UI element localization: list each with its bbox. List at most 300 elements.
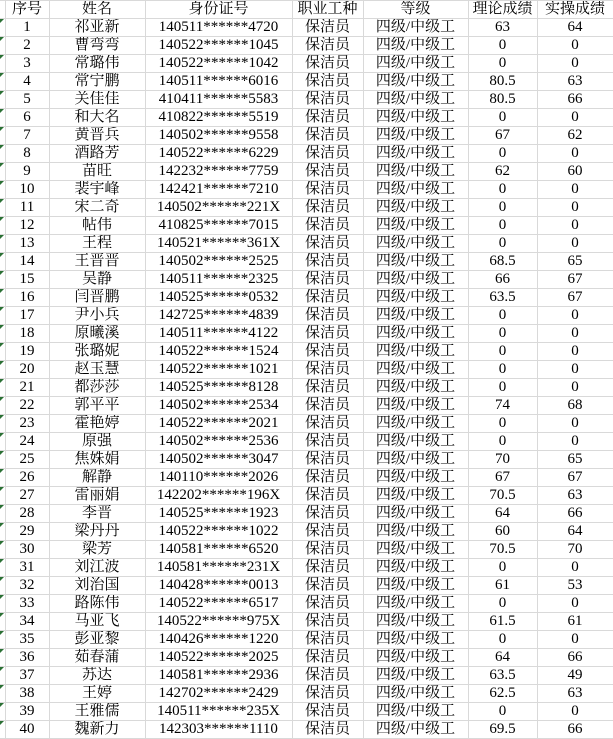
header-cell-name[interactable]: 姓名	[49, 1, 145, 19]
cell-occupation[interactable]: 保洁员	[292, 307, 363, 325]
cell-practical-score[interactable]: 64	[537, 523, 613, 541]
cell-occupation[interactable]: 保洁员	[292, 505, 363, 523]
cell-id-number[interactable]: 140581******6520	[145, 541, 292, 559]
cell-name[interactable]: 梁丹丹	[49, 523, 145, 541]
cell-occupation[interactable]: 保洁员	[292, 217, 363, 235]
cell-serial[interactable]: 31	[5, 559, 49, 577]
cell-theory-score[interactable]: 62.5	[468, 685, 537, 703]
cell-level[interactable]: 四级/中级工	[363, 577, 468, 595]
cell-name[interactable]: 祁亚新	[49, 19, 145, 37]
cell-name[interactable]: 刘治国	[49, 577, 145, 595]
cell-level[interactable]: 四级/中级工	[363, 37, 468, 55]
cell-id-number[interactable]: 140511******235X	[145, 703, 292, 721]
cell-serial[interactable]: 39	[5, 703, 49, 721]
cell-name[interactable]: 原强	[49, 433, 145, 451]
cell-theory-score[interactable]: 68.5	[468, 253, 537, 271]
cell-name[interactable]: 王晋晋	[49, 253, 145, 271]
cell-practical-score[interactable]: 63	[537, 73, 613, 91]
cell-theory-score[interactable]: 62	[468, 163, 537, 181]
cell-name[interactable]: 吴静	[49, 271, 145, 289]
cell-occupation[interactable]: 保洁员	[292, 577, 363, 595]
error-indicator-icon	[0, 109, 4, 113]
cell-serial[interactable]: 8	[5, 145, 49, 163]
cell-id-number[interactable]: 140502******9558	[145, 127, 292, 145]
cell-level[interactable]: 四级/中级工	[363, 379, 468, 397]
cell-occupation[interactable]: 保洁员	[292, 91, 363, 109]
cell-occupation[interactable]: 保洁员	[292, 253, 363, 271]
error-indicator-icon	[0, 613, 4, 617]
cell-name[interactable]: 刘江波	[49, 559, 145, 577]
cell-practical-score[interactable]: 62	[537, 127, 613, 145]
cell-name[interactable]: 霍艳婷	[49, 415, 145, 433]
cell-serial[interactable]: 37	[5, 667, 49, 685]
cell-theory-score[interactable]: 66	[468, 271, 537, 289]
cell-id-number[interactable]: 140511******4720	[145, 19, 292, 37]
cell-id-number[interactable]: 140522******1524	[145, 343, 292, 361]
cell-name[interactable]: 魏新力	[49, 721, 145, 739]
cell-name[interactable]: 王程	[49, 235, 145, 253]
cell-theory-score[interactable]: 74	[468, 397, 537, 415]
cell-serial[interactable]: 2	[5, 37, 49, 55]
cell-name[interactable]: 张璐妮	[49, 343, 145, 361]
cell-level[interactable]: 四级/中级工	[363, 613, 468, 631]
cell-level[interactable]: 四级/中级工	[363, 415, 468, 433]
cell-name[interactable]: 焦姝娟	[49, 451, 145, 469]
cell-theory-score[interactable]: 0	[468, 415, 537, 433]
cell-name[interactable]: 解静	[49, 469, 145, 487]
cell-level[interactable]: 四级/中级工	[363, 325, 468, 343]
cell-id-number[interactable]: 140502******3047	[145, 451, 292, 469]
cell-id-number[interactable]: 140428******0013	[145, 577, 292, 595]
cell-name[interactable]: 酒路芳	[49, 145, 145, 163]
cell-name[interactable]: 黄晋兵	[49, 127, 145, 145]
table-row	[0, 235, 613, 253]
cell-serial[interactable]: 6	[5, 109, 49, 127]
cell-id-number[interactable]: 140522******1042	[145, 55, 292, 73]
cell-level[interactable]: 四级/中级工	[363, 217, 468, 235]
cell-theory-score[interactable]: 0	[468, 235, 537, 253]
cell-serial[interactable]: 21	[5, 379, 49, 397]
cell-practical-score[interactable]: 67	[537, 289, 613, 307]
cell-practical-score[interactable]: 66	[537, 721, 613, 739]
cell-theory-score[interactable]: 60	[468, 523, 537, 541]
cell-level[interactable]: 四级/中级工	[363, 271, 468, 289]
cell-serial[interactable]: 7	[5, 127, 49, 145]
cell-level[interactable]: 四级/中级工	[363, 541, 468, 559]
cell-serial[interactable]: 14	[5, 253, 49, 271]
cell-occupation[interactable]: 保洁员	[292, 703, 363, 721]
cell-level[interactable]: 四级/中级工	[363, 145, 468, 163]
cell-name[interactable]: 帖伟	[49, 217, 145, 235]
cell-practical-score[interactable]: 0	[537, 307, 613, 325]
cell-theory-score[interactable]: 0	[468, 361, 537, 379]
cell-theory-score[interactable]: 63.5	[468, 667, 537, 685]
cell-level[interactable]: 四级/中级工	[363, 451, 468, 469]
cell-practical-score[interactable]: 0	[537, 559, 613, 577]
error-indicator-icon	[0, 541, 4, 545]
cell-name[interactable]: 常宁鹏	[49, 73, 145, 91]
cell-level[interactable]: 四级/中级工	[363, 523, 468, 541]
cell-practical-score[interactable]: 66	[537, 91, 613, 109]
cell-occupation[interactable]: 保洁员	[292, 631, 363, 649]
table-row	[0, 631, 613, 649]
cell-practical-score[interactable]: 68	[537, 397, 613, 415]
cell-name[interactable]: 雷丽娟	[49, 487, 145, 505]
cell-id-number[interactable]: 140522******975X	[145, 613, 292, 631]
cell-practical-score[interactable]: 70	[537, 541, 613, 559]
cell-id-number[interactable]: 140511******2325	[145, 271, 292, 289]
cell-practical-score[interactable]: 63	[537, 487, 613, 505]
cell-id-number[interactable]: 140581******2936	[145, 667, 292, 685]
cell-id-number[interactable]: 140521******361X	[145, 235, 292, 253]
cell-serial[interactable]: 25	[5, 451, 49, 469]
cell-theory-score[interactable]: 0	[468, 559, 537, 577]
table-row	[0, 37, 613, 55]
cell-occupation[interactable]: 保洁员	[292, 685, 363, 703]
cell-serial[interactable]: 23	[5, 415, 49, 433]
cell-name[interactable]: 赵玉慧	[49, 361, 145, 379]
cell-occupation[interactable]: 保洁员	[292, 37, 363, 55]
cell-practical-score[interactable]: 0	[537, 109, 613, 127]
cell-practical-score[interactable]: 61	[537, 613, 613, 631]
cell-occupation[interactable]: 保洁员	[292, 595, 363, 613]
cell-occupation[interactable]: 保洁员	[292, 325, 363, 343]
cell-level[interactable]: 四级/中级工	[363, 253, 468, 271]
cell-theory-score[interactable]: 70.5	[468, 541, 537, 559]
cell-name[interactable]: 王雅儒	[49, 703, 145, 721]
cell-theory-score[interactable]: 0	[468, 595, 537, 613]
cell-serial[interactable]: 1	[5, 19, 49, 37]
cell-serial[interactable]: 17	[5, 307, 49, 325]
cell-name[interactable]: 马亚飞	[49, 613, 145, 631]
cell-id-number[interactable]: 140522******1021	[145, 361, 292, 379]
cell-practical-score[interactable]: 65	[537, 253, 613, 271]
cell-practical-score[interactable]: 0	[537, 37, 613, 55]
cell-id-number[interactable]: 142202******196X	[145, 487, 292, 505]
cell-id-number[interactable]: 410825******7015	[145, 217, 292, 235]
cell-theory-score[interactable]: 0	[468, 343, 537, 361]
cell-level[interactable]: 四级/中级工	[363, 307, 468, 325]
cell-occupation[interactable]: 保洁员	[292, 397, 363, 415]
cell-practical-score[interactable]: 0	[537, 433, 613, 451]
cell-serial[interactable]: 16	[5, 289, 49, 307]
cell-practical-score[interactable]: 0	[537, 361, 613, 379]
cell-occupation[interactable]: 保洁员	[292, 127, 363, 145]
cell-name[interactable]: 常璐伟	[49, 55, 145, 73]
cell-serial[interactable]: 15	[5, 271, 49, 289]
cell-id-number[interactable]: 140511******4122	[145, 325, 292, 343]
cell-level[interactable]: 四级/中级工	[363, 181, 468, 199]
cell-id-number[interactable]: 142232******7759	[145, 163, 292, 181]
cell-occupation[interactable]: 保洁员	[292, 289, 363, 307]
cell-theory-score[interactable]: 0	[468, 145, 537, 163]
cell-theory-score[interactable]: 0	[468, 37, 537, 55]
cell-name[interactable]: 苗旺	[49, 163, 145, 181]
cell-serial[interactable]: 27	[5, 487, 49, 505]
cell-serial[interactable]: 28	[5, 505, 49, 523]
cell-id-number[interactable]: 140511******6016	[145, 73, 292, 91]
cell-theory-score[interactable]: 0	[468, 307, 537, 325]
cell-level[interactable]: 四级/中级工	[363, 361, 468, 379]
table-row	[0, 379, 613, 397]
cell-occupation[interactable]: 保洁员	[292, 523, 363, 541]
cell-level[interactable]: 四级/中级工	[363, 73, 468, 91]
error-indicator-icon	[0, 523, 4, 527]
cell-occupation[interactable]: 保洁员	[292, 271, 363, 289]
cell-level[interactable]: 四级/中级工	[363, 91, 468, 109]
cell-occupation[interactable]: 保洁员	[292, 451, 363, 469]
cell-serial[interactable]: 3	[5, 55, 49, 73]
cell-name[interactable]: 都莎莎	[49, 379, 145, 397]
cell-level[interactable]: 四级/中级工	[363, 559, 468, 577]
cell-id-number[interactable]: 140502******2536	[145, 433, 292, 451]
cell-practical-score[interactable]: 63	[537, 685, 613, 703]
cell-level[interactable]: 四级/中级工	[363, 55, 468, 73]
cell-theory-score[interactable]: 69.5	[468, 721, 537, 739]
cell-name[interactable]: 宋二奇	[49, 199, 145, 217]
cell-level[interactable]: 四级/中级工	[363, 343, 468, 361]
cell-occupation[interactable]: 保洁员	[292, 343, 363, 361]
cell-id-number[interactable]: 140525******1923	[145, 505, 292, 523]
cell-id-number[interactable]: 140522******6517	[145, 595, 292, 613]
cell-theory-score[interactable]: 64	[468, 505, 537, 523]
cell-serial[interactable]: 35	[5, 631, 49, 649]
error-indicator-icon	[0, 379, 4, 383]
cell-level[interactable]: 四级/中级工	[363, 289, 468, 307]
cell-practical-score[interactable]: 0	[537, 217, 613, 235]
cell-practical-score[interactable]: 0	[537, 595, 613, 613]
cell-occupation[interactable]: 保洁员	[292, 379, 363, 397]
cell-theory-score[interactable]: 64	[468, 649, 537, 667]
cell-practical-score[interactable]: 67	[537, 271, 613, 289]
cell-level[interactable]: 四级/中级工	[363, 487, 468, 505]
cell-level[interactable]: 四级/中级工	[363, 235, 468, 253]
cell-id-number[interactable]: 140110******2026	[145, 469, 292, 487]
cell-theory-score[interactable]: 61.5	[468, 613, 537, 631]
cell-level[interactable]: 四级/中级工	[363, 109, 468, 127]
cell-id-number[interactable]: 142421******7210	[145, 181, 292, 199]
cell-level[interactable]: 四级/中级工	[363, 685, 468, 703]
cell-id-number[interactable]: 140525******0532	[145, 289, 292, 307]
cell-serial[interactable]: 9	[5, 163, 49, 181]
cell-serial[interactable]: 12	[5, 217, 49, 235]
cell-practical-score[interactable]: 64	[537, 19, 613, 37]
cell-serial[interactable]: 38	[5, 685, 49, 703]
cell-practical-score[interactable]: 0	[537, 55, 613, 73]
cell-level[interactable]: 四级/中级工	[363, 469, 468, 487]
cell-level[interactable]: 四级/中级工	[363, 127, 468, 145]
cell-theory-score[interactable]: 70	[468, 451, 537, 469]
cell-practical-score[interactable]: 0	[537, 235, 613, 253]
cell-occupation[interactable]: 保洁员	[292, 163, 363, 181]
cell-theory-score[interactable]: 0	[468, 379, 537, 397]
cell-id-number[interactable]: 140522******2021	[145, 415, 292, 433]
cell-practical-score[interactable]: 0	[537, 379, 613, 397]
header-cell-id-number[interactable]: 身份证号	[145, 1, 292, 19]
cell-serial[interactable]: 30	[5, 541, 49, 559]
cell-practical-score[interactable]: 0	[537, 325, 613, 343]
cell-theory-score[interactable]: 0	[468, 325, 537, 343]
cell-level[interactable]: 四级/中级工	[363, 505, 468, 523]
table-row	[0, 595, 613, 613]
cell-theory-score[interactable]: 0	[468, 433, 537, 451]
cell-practical-score[interactable]: 65	[537, 451, 613, 469]
cell-theory-score[interactable]: 0	[468, 109, 537, 127]
cell-practical-score[interactable]: 0	[537, 343, 613, 361]
cell-serial[interactable]: 5	[5, 91, 49, 109]
cell-name[interactable]: 关佳佳	[49, 91, 145, 109]
cell-theory-score[interactable]: 80.5	[468, 91, 537, 109]
cell-theory-score[interactable]: 0	[468, 703, 537, 721]
cell-name[interactable]: 原曦溪	[49, 325, 145, 343]
cell-theory-score[interactable]: 67	[468, 469, 537, 487]
cell-name[interactable]: 王婷	[49, 685, 145, 703]
cell-occupation[interactable]: 保洁员	[292, 199, 363, 217]
cell-level[interactable]: 四级/中级工	[363, 631, 468, 649]
error-indicator-icon	[0, 685, 4, 689]
cell-level[interactable]: 四级/中级工	[363, 703, 468, 721]
cell-level[interactable]: 四级/中级工	[363, 667, 468, 685]
header-cell-occupation[interactable]: 职业工种	[292, 1, 363, 19]
cell-theory-score[interactable]: 63	[468, 19, 537, 37]
cell-occupation[interactable]: 保洁员	[292, 235, 363, 253]
header-cell-level[interactable]: 等级	[363, 1, 468, 19]
cell-id-number[interactable]: 142725******4839	[145, 307, 292, 325]
cell-occupation[interactable]: 保洁员	[292, 487, 363, 505]
cell-occupation[interactable]: 保洁员	[292, 73, 363, 91]
cell-name[interactable]: 彭亚黎	[49, 631, 145, 649]
cell-theory-score[interactable]: 63.5	[468, 289, 537, 307]
cell-level[interactable]: 四级/中级工	[363, 163, 468, 181]
cell-id-number[interactable]: 410822******5519	[145, 109, 292, 127]
cell-id-number[interactable]: 140522******1022	[145, 523, 292, 541]
cell-occupation[interactable]: 保洁员	[292, 541, 363, 559]
cell-occupation[interactable]: 保洁员	[292, 415, 363, 433]
cell-serial[interactable]: 36	[5, 649, 49, 667]
cell-id-number[interactable]: 140522******6229	[145, 145, 292, 163]
cell-occupation[interactable]: 保洁员	[292, 361, 363, 379]
cell-occupation[interactable]: 保洁员	[292, 55, 363, 73]
cell-name[interactable]: 尹小兵	[49, 307, 145, 325]
cell-level[interactable]: 四级/中级工	[363, 397, 468, 415]
cell-id-number[interactable]: 140522******1045	[145, 37, 292, 55]
cell-level[interactable]: 四级/中级工	[363, 19, 468, 37]
cell-practical-score[interactable]: 67	[537, 469, 613, 487]
cell-serial[interactable]: 13	[5, 235, 49, 253]
cell-serial[interactable]: 24	[5, 433, 49, 451]
cell-theory-score[interactable]: 80.5	[468, 73, 537, 91]
cell-theory-score[interactable]: 61	[468, 577, 537, 595]
cell-serial[interactable]: 33	[5, 595, 49, 613]
cell-serial[interactable]: 11	[5, 199, 49, 217]
cell-id-number[interactable]: 140502******221X	[145, 199, 292, 217]
cell-serial[interactable]: 22	[5, 397, 49, 415]
cell-serial[interactable]: 26	[5, 469, 49, 487]
cell-serial[interactable]: 4	[5, 73, 49, 91]
cell-practical-score[interactable]: 0	[537, 199, 613, 217]
cell-theory-score[interactable]: 0	[468, 217, 537, 235]
cell-practical-score[interactable]: 49	[537, 667, 613, 685]
cell-level[interactable]: 四级/中级工	[363, 595, 468, 613]
cell-name[interactable]: 裴宇峰	[49, 181, 145, 199]
cell-level[interactable]: 四级/中级工	[363, 433, 468, 451]
cell-occupation[interactable]: 保洁员	[292, 469, 363, 487]
cell-name[interactable]: 茹春蒲	[49, 649, 145, 667]
header-cell-theory-score[interactable]: 理论成绩	[468, 1, 537, 19]
cell-practical-score[interactable]: 0	[537, 415, 613, 433]
cell-theory-score[interactable]: 0	[468, 181, 537, 199]
cell-name[interactable]: 曹弯弯	[49, 37, 145, 55]
cell-practical-score[interactable]: 0	[537, 703, 613, 721]
cell-name[interactable]: 梁芳	[49, 541, 145, 559]
cell-occupation[interactable]: 保洁员	[292, 19, 363, 37]
cell-level[interactable]: 四级/中级工	[363, 649, 468, 667]
cell-serial[interactable]: 29	[5, 523, 49, 541]
cell-occupation[interactable]: 保洁员	[292, 667, 363, 685]
cell-practical-score[interactable]: 0	[537, 631, 613, 649]
cell-theory-score[interactable]: 0	[468, 631, 537, 649]
cell-occupation[interactable]: 保洁员	[292, 181, 363, 199]
cell-id-number[interactable]: 142303******1110	[145, 721, 292, 739]
cell-theory-score[interactable]: 67	[468, 127, 537, 145]
cell-occupation[interactable]: 保洁员	[292, 109, 363, 127]
cell-level[interactable]: 四级/中级工	[363, 721, 468, 739]
cell-theory-score[interactable]: 0	[468, 55, 537, 73]
error-indicator-icon	[0, 451, 4, 455]
cell-serial[interactable]: 18	[5, 325, 49, 343]
cell-name[interactable]: 李晋	[49, 505, 145, 523]
cell-occupation[interactable]: 保洁员	[292, 559, 363, 577]
cell-level[interactable]: 四级/中级工	[363, 199, 468, 217]
cell-occupation[interactable]: 保洁员	[292, 433, 363, 451]
cell-id-number[interactable]: 140525******8128	[145, 379, 292, 397]
cell-id-number[interactable]: 140502******2525	[145, 253, 292, 271]
cell-id-number[interactable]: 140522******2025	[145, 649, 292, 667]
cell-practical-score[interactable]: 66	[537, 505, 613, 523]
cell-theory-score[interactable]: 0	[468, 199, 537, 217]
cell-name[interactable]: 路陈伟	[49, 595, 145, 613]
cell-name[interactable]: 闫晋鹏	[49, 289, 145, 307]
cell-occupation[interactable]: 保洁员	[292, 649, 363, 667]
cell-occupation[interactable]: 保洁员	[292, 613, 363, 631]
cell-serial[interactable]: 32	[5, 577, 49, 595]
cell-practical-score[interactable]: 0	[537, 145, 613, 163]
cell-id-number[interactable]: 410411******5583	[145, 91, 292, 109]
cell-id-number[interactable]: 140581******231X	[145, 559, 292, 577]
cell-id-number[interactable]: 140502******2534	[145, 397, 292, 415]
cell-serial[interactable]: 34	[5, 613, 49, 631]
cell-id-number[interactable]: 142702******2429	[145, 685, 292, 703]
cell-name[interactable]: 和大名	[49, 109, 145, 127]
cell-serial[interactable]: 19	[5, 343, 49, 361]
cell-name[interactable]: 苏达	[49, 667, 145, 685]
cell-id-number[interactable]: 140426******1220	[145, 631, 292, 649]
cell-practical-score[interactable]: 66	[537, 649, 613, 667]
cell-occupation[interactable]: 保洁员	[292, 721, 363, 739]
cell-practical-score[interactable]: 53	[537, 577, 613, 595]
cell-practical-score[interactable]: 60	[537, 163, 613, 181]
cell-serial[interactable]: 40	[5, 721, 49, 739]
cell-name[interactable]: 郭平平	[49, 397, 145, 415]
header-cell-practical-score[interactable]: 实操成绩	[537, 1, 613, 19]
cell-serial[interactable]: 10	[5, 181, 49, 199]
cell-occupation[interactable]: 保洁员	[292, 145, 363, 163]
cell-theory-score[interactable]: 70.5	[468, 487, 537, 505]
table-row	[0, 613, 613, 631]
cell-practical-score[interactable]: 0	[537, 181, 613, 199]
header-cell-serial[interactable]: 序号	[5, 1, 49, 19]
cell-serial[interactable]: 20	[5, 361, 49, 379]
